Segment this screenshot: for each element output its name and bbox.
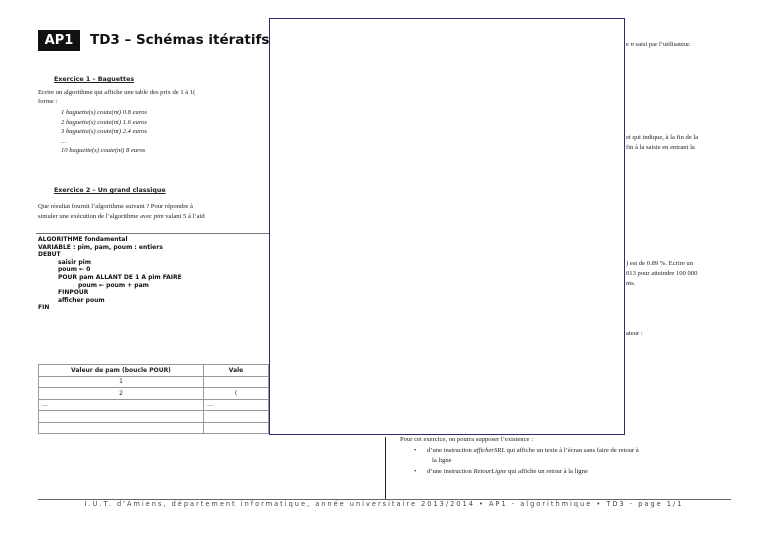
table-cell [39,422,204,434]
table-header: Vale [204,365,269,377]
table-row [39,422,269,434]
text-fragment: d’une instruction [426,447,474,454]
course-badge: AP1 [38,30,80,51]
text-fragment: saisi par l’utilisateur. [633,41,691,48]
bullet-item-1 [414,446,639,455]
table-cell: … [39,399,204,411]
right-fragment-1 [626,40,691,49]
table-header: Valeur de pam (boucle POUR) [39,365,204,377]
example-line: 3 baguette(s) coute(nt) 2.4 euros [61,128,148,136]
algo-line: FIN [38,304,50,312]
table-cell: 1 [39,376,204,388]
variable-name: pim [153,213,164,220]
text-fragment: simuler une exécution de l’algorithme avec [38,213,154,220]
page-footer: I.U.T. d'Amiens, département informatique, année universitaire 2013/2014 • AP1 - algorithmique • TD3 - page 1/1 [84,500,684,508]
exercise2-title: Exercice 2 – Un grand classique [54,187,166,194]
exercise2-line2 [38,212,205,221]
bullet-icon: • [414,447,417,454]
text-fragment: e [626,41,631,48]
variable-name: n [630,41,634,48]
table-row [39,399,269,411]
note-intro: Pour cet exercice, on pourra supposer l’existence : [400,436,533,443]
algo-line: saisir pim [58,258,91,266]
page-title: TD3 – Schémas itératifs [90,32,270,48]
table-cell [204,422,269,434]
algo-line: poum ← 0 [58,266,91,274]
algo-line: VARIABLE : pim, pam, poum : entiers [38,243,163,251]
example-line: 10 baguette(s) coute(nt) 8 euros [61,147,146,155]
example-line: 2 baguette(s) coute(nt) 1.6 euros [61,118,148,126]
right-fragment-3a: ) est de 0.89 %. Ecrire un [626,260,694,267]
text-fragment: d’une instruction [426,468,474,475]
algo-line: ALGORITHME fondamental [38,236,128,243]
algo-line: afficher poum [58,296,105,304]
table-cell [39,411,204,423]
table-row [39,388,269,400]
right-fragment-2b: fin à la saisie en entrant la [626,144,695,151]
command-name: afficherSRL [473,447,505,454]
command-name: RetourLigne [473,468,507,475]
text-fragment: qui affiche un texte à l’écran sans faire de retour à [505,447,639,454]
exercise2-line1: Que résultat fournit l’algorithme suivant ? Pour répondre à [38,203,193,210]
bullet-icon: • [414,468,417,475]
right-fragment-2a: et qui indique, à la fin de la [626,134,699,141]
trace-table [38,364,269,434]
algo-line: POUR pam ALLANT DE 1 A pim FAIRE [58,273,182,281]
exercise1-line2: forme : [38,98,58,105]
table-cell: … [204,399,269,411]
algo-line: poum ← poum + pam [78,281,149,289]
text-fragment: valant 5 à l’aid [163,213,205,220]
table-cell [204,411,269,423]
example-line: 1 baguette(s) coute(nt) 0.8 euros [61,109,148,116]
example-line: … [61,137,67,145]
column-divider [385,437,386,499]
table-row [39,376,269,388]
algo-line: FINPOUR [58,289,89,297]
algorithm-block [38,236,182,312]
right-fragment-4: ateur : [626,330,643,337]
exercise1-line1: Ecrire un algorithme qui affiche une table des prix de 1 à 1( [38,89,196,96]
bullet-item-2 [414,467,588,476]
exercise1-title: Exercice 1 – Baguettes [54,76,135,83]
table-header-row [39,365,269,377]
table-row [39,411,269,423]
table-cell: ( [204,388,269,400]
bullet-item-1-cont: la ligne [432,457,452,464]
table-cell [204,376,269,388]
right-fragment-3c: nts. [626,280,636,287]
text-fragment: qui affiche un retour à la ligne [506,468,588,475]
overlay-window[interactable] [269,18,625,435]
table-cell: 2 [39,388,204,400]
algo-line: DEBUT [38,251,61,259]
exercise1-examples [61,108,147,156]
right-fragment-3b: 013 pour atteindre 100 000 [626,270,698,277]
